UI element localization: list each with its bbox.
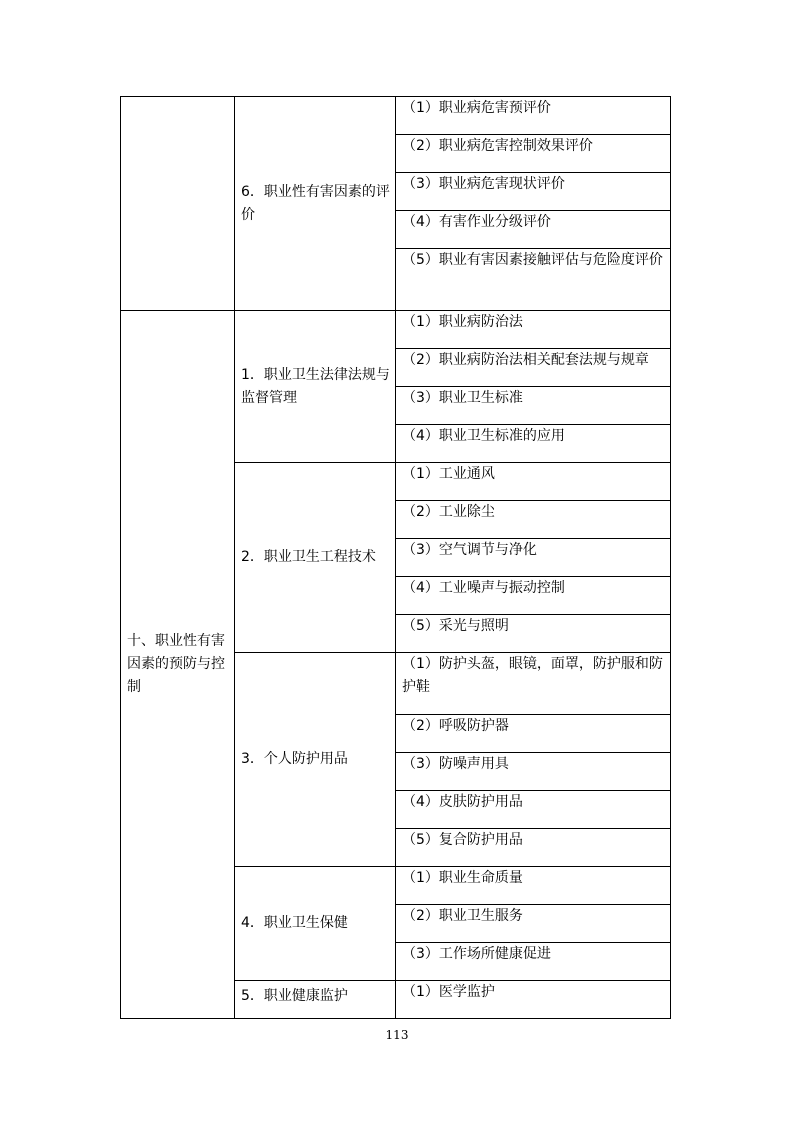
sub-item-cell: （5）采光与照明 [396,615,671,653]
element-cell-engineering: 2．职业卫生工程技术 [235,463,396,653]
sub-item-cell: （4）皮肤防护用品 [396,791,671,829]
unit-cell-prevention-control: 十、职业性有害因素的预防与控制 [121,311,235,1019]
sub-item-cell: （1）医学监护 [396,981,671,1019]
table-row [121,311,671,349]
sub-item-cell: （1）工业通风 [396,463,671,501]
sub-item-cell: （2）职业病防治法相关配套法规与规章 [396,349,671,387]
unit-cell [121,97,235,311]
sub-item-cell: （3）空气调节与净化 [396,539,671,577]
element-cell-law-regulation: 1．职业卫生法律法规与监督管理 [235,311,396,463]
sub-item-cell: （2）职业病危害控制效果评价 [396,135,671,173]
sub-item-cell: （3）职业卫生标准 [396,387,671,425]
sub-item-cell: （4）工业噪声与振动控制 [396,577,671,615]
sub-item-cell: （5）复合防护用品 [396,829,671,867]
sub-item-cell: （1）职业生命质量 [396,867,671,905]
sub-item-cell: （4）职业卫生标准的应用 [396,425,671,463]
element-cell-health-care: 4．职业卫生保健 [235,867,396,981]
sub-item-cell: （3）职业病危害现状评价 [396,173,671,211]
element-cell-surveillance: 5．职业健康监护 [235,981,396,1019]
sub-item-cell: （5）职业有害因素接触评估与危险度评价 [396,249,671,311]
sub-item-cell: （2）呼吸防护器 [396,715,671,753]
element-cell-ppe: 3．个人防护用品 [235,653,396,867]
element-cell-evaluation: 6．职业性有害因素的评价 [235,97,396,311]
syllabus-table [120,96,671,1019]
page-number: 113 [385,1028,409,1042]
sub-item-cell: （1）职业病危害预评价 [396,97,671,135]
sub-item-cell: （2）职业卫生服务 [396,905,671,943]
sub-item-cell: （4）有害作业分级评价 [396,211,671,249]
sub-item-cell: （1）防护头盔，眼镜，面罩，防护服和防护鞋 [396,653,671,715]
sub-item-cell: （3）防噪声用具 [396,753,671,791]
sub-item-cell: （3）工作场所健康促进 [396,943,671,981]
table-row [121,97,671,135]
sub-item-cell: （1）职业病防治法 [396,311,671,349]
sub-item-cell: （2）工业除尘 [396,501,671,539]
